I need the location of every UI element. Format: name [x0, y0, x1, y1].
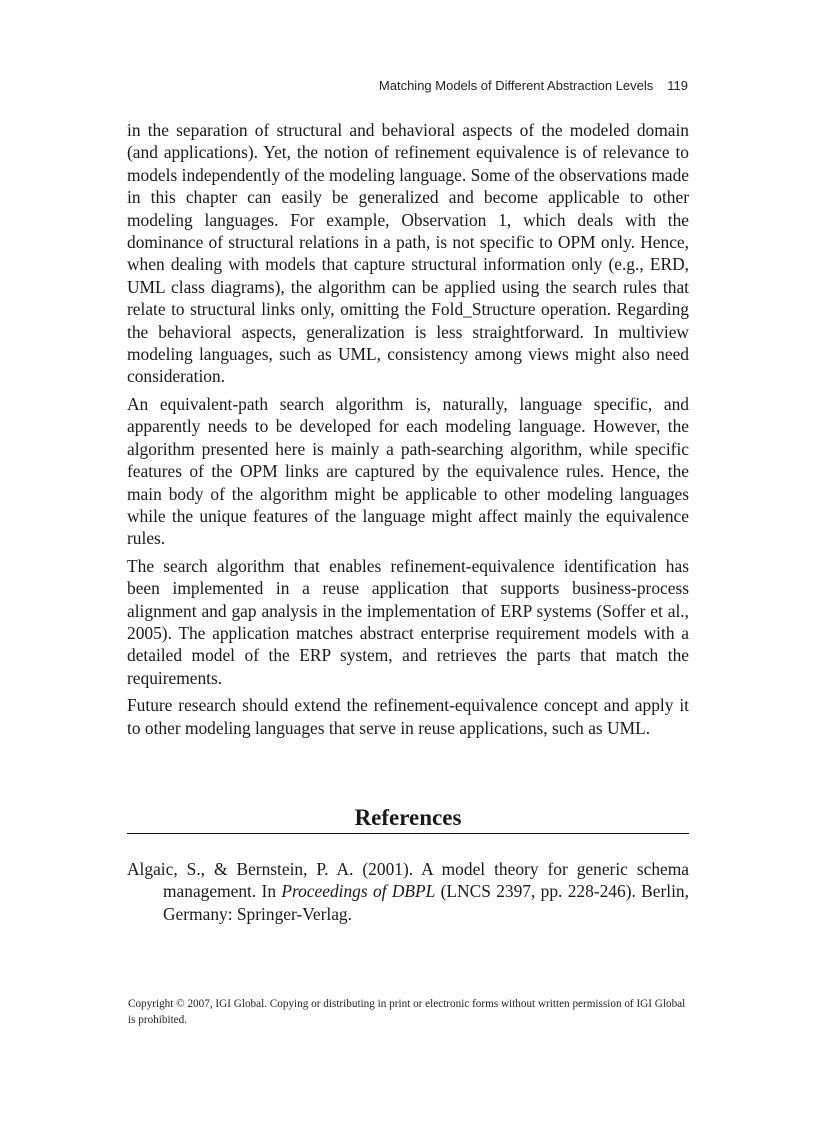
references-heading: References [354, 805, 462, 830]
paragraph: in the separation of structural and behavioral aspects of the modeled domain (and applications). Yet, the notion of refinement equivalence is of relevance to models independently of the modeling language. Some of the observations made in this chapter can easily be generalized and become applicable to other modeling languages. For example, Observation 1, which deals with the dominance of structural relations in a path, is not specific to OPM only. Hence, when dealing with models that capture structural information only (e.g., ERD, UML class diagrams), the algorithm can be applied using the search rules that relate to structural links only, omitting the Fold_Structure operation. Regarding the behavioral aspects, generalization is less straightforward. In multiview modeling languages, such as UML, consistency among views might also need consideration. [127, 120, 689, 387]
reference-text: (LNCS 2397, pp. 228-246). Berlin, Germany: Springer-Verlag. [163, 881, 689, 924]
paragraph: Future research should extend the refinement-equivalence concept and apply it to other modeling languages that serve in reuse applications, such as UML. [127, 695, 689, 738]
body-text [127, 119, 689, 744]
paragraph: The search algorithm that enables refinement-equivalence identification has been implemented in a reuse application that supports business-process alignment and gap analysis in the implementation of ERP systems (Soffer et al., 2005). The application matches abstract enterprise requirement models with a detailed model of the ERP system, and retrieves the parts that match the requirements. [127, 555, 689, 688]
reference-list [127, 858, 689, 925]
reference-title: Proceedings of DBPL [281, 881, 436, 902]
page-number: 119 [667, 78, 688, 93]
references-rule [127, 833, 689, 834]
running-head [379, 78, 688, 93]
reference-entry [127, 858, 689, 925]
copyright-notice: Copyright © 2007, IGI Global. Copying or distributing in print or electronic forms without written permission of IGI Global is prohibited. [128, 998, 686, 1026]
paragraph: An equivalent-path search algorithm is, naturally, language specific, and apparently needs to be developed for each modeling language. However, the algorithm presented here is mainly a path-searching algorithm, while specific features of the OPM links are captured by the equivalence rules. Hence, the main body of the algorithm might be applicable to other modeling languages while the unique features of the language might affect mainly the equivalence rules. [127, 393, 689, 549]
reference-text: Algaic, S., & Bernstein, P. A. (2001). A model theory for generic schema management. In [127, 859, 689, 902]
running-title: Matching Models of Different Abstraction Levels [378, 78, 654, 93]
